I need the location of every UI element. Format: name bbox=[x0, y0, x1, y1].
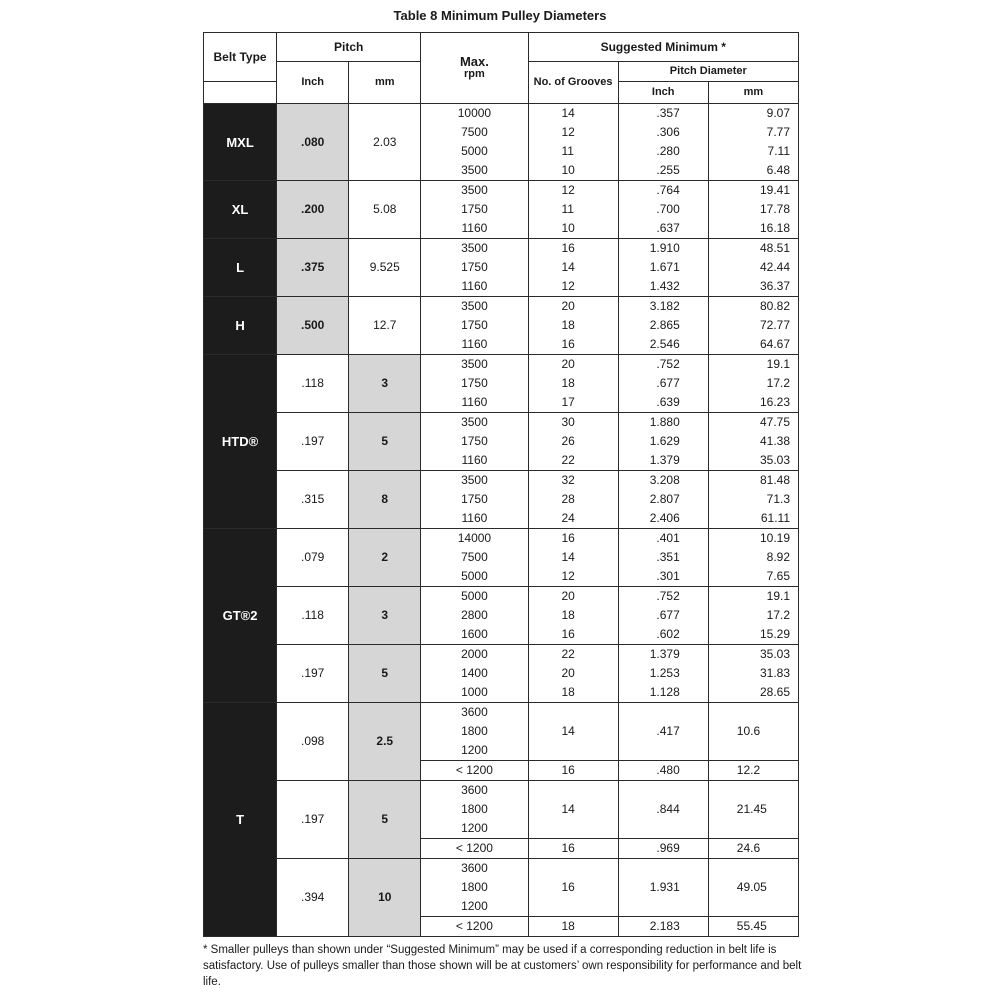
pd-inch: .752 bbox=[656, 357, 680, 371]
pd-mm: 6.48 bbox=[766, 163, 790, 177]
grooves: 30 bbox=[561, 415, 575, 429]
pitch-inch: .200 bbox=[277, 181, 349, 239]
grooves: 12 bbox=[561, 569, 575, 583]
grooves: 10 bbox=[561, 221, 575, 235]
pd-mm: 7.11 bbox=[767, 144, 790, 158]
pd-inch: .969 bbox=[618, 839, 708, 859]
pd-inch: 1.379 bbox=[649, 647, 680, 661]
pd-mm: 19.1 bbox=[766, 357, 790, 371]
max-rpm: 3500 bbox=[461, 415, 488, 429]
header-grooves: No. of Grooves bbox=[528, 62, 618, 104]
pd-mm: 42.44 bbox=[759, 260, 790, 274]
max-rpm-list bbox=[421, 355, 528, 413]
max-rpm-list bbox=[421, 917, 528, 937]
pitch-inch: .197 bbox=[277, 781, 349, 859]
pd-inch: .677 bbox=[656, 376, 680, 390]
pd-inch: .417 bbox=[618, 703, 708, 761]
max-rpm: 1160 bbox=[461, 337, 488, 351]
pd-inch: .700 bbox=[656, 202, 680, 216]
pd-mm: 36.37 bbox=[759, 279, 790, 293]
pd-inch: 1.253 bbox=[649, 666, 680, 680]
pd-inch: .639 bbox=[656, 395, 680, 409]
pd-inch-list bbox=[618, 239, 708, 297]
max-rpm: 1800 bbox=[461, 724, 488, 738]
pitch-inch: .118 bbox=[277, 355, 349, 413]
grooves: 14 bbox=[528, 781, 618, 839]
pd-inch: 2.546 bbox=[649, 337, 680, 351]
pd-mm-list bbox=[708, 645, 798, 703]
pitch-mm: 3 bbox=[349, 355, 421, 413]
belt-type: T bbox=[204, 703, 277, 937]
pd-inch: .401 bbox=[656, 531, 680, 545]
pd-mm-list bbox=[708, 587, 798, 645]
pitch-mm: 5 bbox=[349, 413, 421, 471]
max-rpm: < 1200 bbox=[455, 763, 493, 777]
pitch-mm: 3 bbox=[349, 587, 421, 645]
pd-mm: 17.2 bbox=[766, 608, 790, 622]
pd-inch: 1.931 bbox=[618, 859, 708, 917]
max-rpm: 3500 bbox=[461, 473, 488, 487]
pd-mm-list bbox=[708, 355, 798, 413]
pitch-inch: .098 bbox=[277, 703, 349, 781]
pd-mm: 19.1 bbox=[766, 589, 790, 603]
pd-inch: .677 bbox=[656, 608, 680, 622]
table-row bbox=[204, 239, 799, 297]
max-rpm: 1200 bbox=[461, 821, 488, 835]
grooves: 22 bbox=[561, 647, 575, 661]
pd-mm-list bbox=[708, 239, 798, 297]
max-rpm: 7500 bbox=[461, 550, 488, 564]
max-rpm: 1750 bbox=[461, 260, 488, 274]
header-pd-inch: Inch bbox=[618, 82, 708, 104]
grooves: 18 bbox=[528, 917, 618, 937]
max-rpm: 1800 bbox=[461, 802, 488, 816]
pd-mm: 80.82 bbox=[759, 299, 790, 313]
pitch-mm: 5 bbox=[349, 645, 421, 703]
pd-mm: 47.75 bbox=[759, 415, 790, 429]
pd-mm: 19.41 bbox=[759, 183, 790, 197]
grooves: 16 bbox=[561, 337, 575, 351]
pulley-diameter-table bbox=[203, 32, 799, 937]
pd-mm-list bbox=[708, 181, 798, 239]
max-rpm: 3500 bbox=[461, 241, 488, 255]
pitch-mm: 2 bbox=[349, 529, 421, 587]
grooves: 28 bbox=[561, 492, 575, 506]
pd-inch: .844 bbox=[618, 781, 708, 839]
pitch-mm: 9.525 bbox=[349, 239, 421, 297]
belt-type: L bbox=[204, 239, 277, 297]
max-rpm-list bbox=[421, 297, 528, 355]
grooves: 12 bbox=[561, 125, 575, 139]
footnote: * Smaller pulleys than shown under “Suggested Minimum” may be used if a corresponding reduction in belt life is satisfactory. Use of pulleys smaller than those shown will be at customers’ own responsibility for performance and belt life. bbox=[203, 944, 802, 988]
pd-mm: 8.92 bbox=[766, 550, 790, 564]
grooves: 11 bbox=[561, 202, 574, 216]
max-rpm-list bbox=[421, 181, 528, 239]
grooves-list bbox=[528, 355, 618, 413]
pd-mm: 41.38 bbox=[759, 434, 790, 448]
max-rpm: 7500 bbox=[461, 125, 488, 139]
belt-type: HTD® bbox=[204, 355, 277, 529]
max-rpm: 3600 bbox=[461, 705, 488, 719]
belt-type: MXL bbox=[204, 104, 277, 181]
max-rpm: 1000 bbox=[461, 685, 488, 699]
max-rpm: 1600 bbox=[461, 627, 488, 641]
pd-mm: 16.23 bbox=[759, 395, 790, 409]
pitch-mm: 8 bbox=[349, 471, 421, 529]
pd-mm: 48.51 bbox=[759, 241, 790, 255]
pd-inch: .255 bbox=[656, 163, 680, 177]
header-pitch-diameter: Pitch Diameter bbox=[618, 62, 798, 82]
grooves: 20 bbox=[561, 666, 575, 680]
pd-inch-list bbox=[618, 645, 708, 703]
header-pd-mm: mm bbox=[708, 82, 798, 104]
pd-inch: 2.865 bbox=[649, 318, 680, 332]
pd-inch: .280 bbox=[656, 144, 680, 158]
max-rpm: 1160 bbox=[461, 221, 488, 235]
grooves: 22 bbox=[561, 453, 575, 467]
grooves: 14 bbox=[561, 550, 575, 564]
pd-inch: 1.671 bbox=[649, 260, 680, 274]
pitch-mm: 10 bbox=[349, 859, 421, 937]
pitch-mm: 12.7 bbox=[349, 297, 421, 355]
pd-inch: .351 bbox=[656, 550, 680, 564]
max-rpm: 1750 bbox=[461, 202, 488, 216]
pd-inch: 1.880 bbox=[649, 415, 680, 429]
pd-mm: 17.2 bbox=[766, 376, 790, 390]
max-rpm-list bbox=[421, 239, 528, 297]
max-rpm: < 1200 bbox=[455, 841, 493, 855]
pd-mm: 21.45 bbox=[708, 781, 798, 839]
header-pitch-mm: mm bbox=[349, 62, 421, 104]
grooves: 17 bbox=[561, 395, 575, 409]
pd-mm: 17.78 bbox=[759, 202, 790, 216]
belt-type: H bbox=[204, 297, 277, 355]
pd-inch-list bbox=[618, 355, 708, 413]
pitch-inch: .197 bbox=[277, 413, 349, 471]
pd-inch-list bbox=[618, 471, 708, 529]
pitch-inch: .079 bbox=[277, 529, 349, 587]
pd-inch-list bbox=[618, 529, 708, 587]
max-rpm-list bbox=[421, 529, 528, 587]
grooves: 10 bbox=[561, 163, 575, 177]
grooves: 18 bbox=[561, 376, 575, 390]
header-belt-type: Belt Type bbox=[204, 33, 277, 82]
pd-mm-list bbox=[708, 529, 798, 587]
max-rpm: 3500 bbox=[461, 357, 488, 371]
pd-inch-list bbox=[618, 104, 708, 181]
grooves: 14 bbox=[561, 260, 575, 274]
max-rpm: 1160 bbox=[461, 511, 488, 525]
pd-inch: 1.910 bbox=[649, 241, 680, 255]
pitch-inch: .118 bbox=[277, 587, 349, 645]
pd-mm: 81.48 bbox=[759, 473, 790, 487]
pd-mm-list bbox=[708, 104, 798, 181]
grooves: 16 bbox=[561, 241, 575, 255]
grooves-list bbox=[528, 239, 618, 297]
max-rpm: 10000 bbox=[457, 106, 492, 120]
max-rpm: 3500 bbox=[461, 183, 488, 197]
grooves: 16 bbox=[528, 839, 618, 859]
pd-inch: 2.807 bbox=[649, 492, 680, 506]
table-title: Table 8 Minimum Pulley Diameters bbox=[393, 8, 607, 23]
pd-mm: 55.45 bbox=[708, 917, 798, 937]
pd-inch-list bbox=[618, 297, 708, 355]
pd-inch: 1.379 bbox=[649, 453, 680, 467]
pd-inch-list bbox=[618, 587, 708, 645]
grooves: 20 bbox=[561, 299, 575, 313]
table-row bbox=[204, 413, 799, 471]
pd-inch: 1.128 bbox=[649, 685, 680, 699]
pitch-inch: .197 bbox=[277, 645, 349, 703]
pitch-inch: .500 bbox=[277, 297, 349, 355]
table-row bbox=[204, 587, 799, 645]
pd-mm: 61.11 bbox=[760, 511, 790, 525]
grooves: 16 bbox=[528, 761, 618, 781]
table-row bbox=[204, 859, 799, 917]
belt-type: XL bbox=[204, 181, 277, 239]
table-row bbox=[204, 645, 799, 703]
pd-mm: 7.65 bbox=[766, 569, 790, 583]
pd-mm: 31.83 bbox=[759, 666, 790, 680]
max-rpm: 3600 bbox=[461, 861, 488, 875]
pd-mm: 72.77 bbox=[759, 318, 790, 332]
pd-mm: 24.6 bbox=[708, 839, 798, 859]
max-rpm-list bbox=[421, 413, 528, 471]
pd-inch-list bbox=[618, 181, 708, 239]
pitch-mm: 2.03 bbox=[349, 104, 421, 181]
grooves: 24 bbox=[561, 511, 575, 525]
max-rpm: 1800 bbox=[461, 880, 488, 894]
max-rpm: 1160 bbox=[461, 395, 488, 409]
max-rpm: 1750 bbox=[461, 318, 488, 332]
max-rpm-list bbox=[421, 703, 528, 761]
pd-inch: 1.629 bbox=[649, 434, 680, 448]
pd-inch: 3.208 bbox=[649, 473, 680, 487]
max-rpm-list bbox=[421, 471, 528, 529]
max-rpm: 5000 bbox=[461, 569, 488, 583]
max-rpm: 1400 bbox=[461, 666, 488, 680]
pd-mm: 15.29 bbox=[759, 627, 790, 641]
pd-inch: .602 bbox=[656, 627, 680, 641]
table-row bbox=[204, 781, 799, 839]
header-belt-type-spacer bbox=[204, 82, 277, 104]
max-rpm: 2000 bbox=[461, 647, 488, 661]
header-max: Max. bbox=[459, 54, 489, 69]
max-rpm: 1200 bbox=[461, 743, 488, 757]
pd-mm: 16.18 bbox=[759, 221, 790, 235]
max-rpm: 1750 bbox=[461, 376, 488, 390]
pd-mm: 35.03 bbox=[759, 453, 790, 467]
grooves-list bbox=[528, 587, 618, 645]
max-rpm: 1160 bbox=[461, 279, 488, 293]
pitch-inch: .080 bbox=[277, 104, 349, 181]
max-rpm: 3500 bbox=[461, 163, 488, 177]
grooves: 16 bbox=[561, 627, 575, 641]
max-rpm: 1750 bbox=[461, 434, 488, 448]
max-rpm: 2800 bbox=[461, 608, 488, 622]
table-row bbox=[204, 471, 799, 529]
pd-inch: .301 bbox=[656, 569, 680, 583]
grooves-list bbox=[528, 181, 618, 239]
max-rpm-list bbox=[421, 761, 528, 781]
pd-mm-list bbox=[708, 297, 798, 355]
max-rpm-list bbox=[421, 781, 528, 839]
max-rpm-list bbox=[421, 645, 528, 703]
pitch-inch: .394 bbox=[277, 859, 349, 937]
grooves-list bbox=[528, 297, 618, 355]
grooves-list bbox=[528, 645, 618, 703]
pd-inch: 1.432 bbox=[649, 279, 680, 293]
table-row bbox=[204, 355, 799, 413]
max-rpm: 1160 bbox=[461, 453, 488, 467]
grooves-list bbox=[528, 529, 618, 587]
grooves: 14 bbox=[561, 106, 575, 120]
pd-inch: .306 bbox=[656, 125, 680, 139]
table-row bbox=[204, 297, 799, 355]
pd-inch: .480 bbox=[618, 761, 708, 781]
max-rpm: 3600 bbox=[461, 783, 488, 797]
pitch-inch: .315 bbox=[277, 471, 349, 529]
grooves: 26 bbox=[561, 434, 575, 448]
pd-inch: .764 bbox=[656, 183, 680, 197]
pd-inch: 3.182 bbox=[649, 299, 680, 313]
table-body bbox=[204, 104, 799, 937]
header-rpm: rpm bbox=[464, 68, 485, 80]
pd-mm: 7.77 bbox=[766, 125, 790, 139]
grooves: 32 bbox=[561, 473, 575, 487]
header-pitch: Pitch bbox=[277, 33, 421, 62]
pd-mm: 12.2 bbox=[708, 761, 798, 781]
grooves-list bbox=[528, 413, 618, 471]
max-rpm: 1200 bbox=[461, 899, 488, 913]
grooves: 20 bbox=[561, 589, 575, 603]
grooves: 18 bbox=[561, 608, 575, 622]
pd-mm: 10.19 bbox=[759, 531, 790, 545]
max-rpm: 5000 bbox=[461, 589, 488, 603]
header-suggested-minimum: Suggested Minimum * bbox=[528, 33, 799, 62]
belt-type: GT®2 bbox=[204, 529, 277, 703]
max-rpm-list bbox=[421, 587, 528, 645]
max-rpm: 3500 bbox=[461, 299, 488, 313]
pd-mm: 64.67 bbox=[759, 337, 790, 351]
pd-mm: 71.3 bbox=[766, 492, 790, 506]
max-rpm-list bbox=[421, 104, 528, 181]
max-rpm: 14000 bbox=[457, 531, 492, 545]
pd-mm: 10.6 bbox=[708, 703, 798, 761]
grooves-list bbox=[528, 104, 618, 181]
grooves: 16 bbox=[528, 859, 618, 917]
max-rpm-list bbox=[421, 839, 528, 859]
pitch-mm: 5 bbox=[349, 781, 421, 859]
header-max-rpm bbox=[421, 33, 528, 104]
pd-mm: 35.03 bbox=[759, 647, 790, 661]
pd-mm-list bbox=[708, 413, 798, 471]
grooves: 20 bbox=[561, 357, 575, 371]
pd-inch: .637 bbox=[656, 221, 680, 235]
grooves: 11 bbox=[561, 144, 574, 158]
header-pitch-inch: Inch bbox=[277, 62, 349, 104]
grooves-list bbox=[528, 471, 618, 529]
grooves: 18 bbox=[561, 685, 575, 699]
max-rpm: 5000 bbox=[461, 144, 488, 158]
pitch-inch: .375 bbox=[277, 239, 349, 297]
pd-inch: .357 bbox=[656, 106, 680, 120]
grooves: 16 bbox=[561, 531, 575, 545]
table-row bbox=[204, 181, 799, 239]
pd-inch: 2.406 bbox=[649, 511, 680, 525]
max-rpm: 1750 bbox=[461, 492, 488, 506]
pd-mm: 9.07 bbox=[766, 106, 790, 120]
pitch-mm: 2.5 bbox=[349, 703, 421, 781]
table-row bbox=[204, 104, 799, 181]
pd-inch: 2.183 bbox=[618, 917, 708, 937]
pd-mm-list bbox=[708, 471, 798, 529]
max-rpm: < 1200 bbox=[455, 919, 493, 933]
grooves: 12 bbox=[561, 183, 575, 197]
grooves: 18 bbox=[561, 318, 575, 332]
grooves: 14 bbox=[528, 703, 618, 761]
grooves: 12 bbox=[561, 279, 575, 293]
pd-mm: 28.65 bbox=[759, 685, 790, 699]
pd-mm: 49.05 bbox=[708, 859, 798, 917]
pd-inch: .752 bbox=[656, 589, 680, 603]
table-row bbox=[204, 529, 799, 587]
pitch-mm: 5.08 bbox=[349, 181, 421, 239]
pd-inch-list bbox=[618, 413, 708, 471]
max-rpm-list bbox=[421, 859, 528, 917]
table-row bbox=[204, 703, 799, 761]
